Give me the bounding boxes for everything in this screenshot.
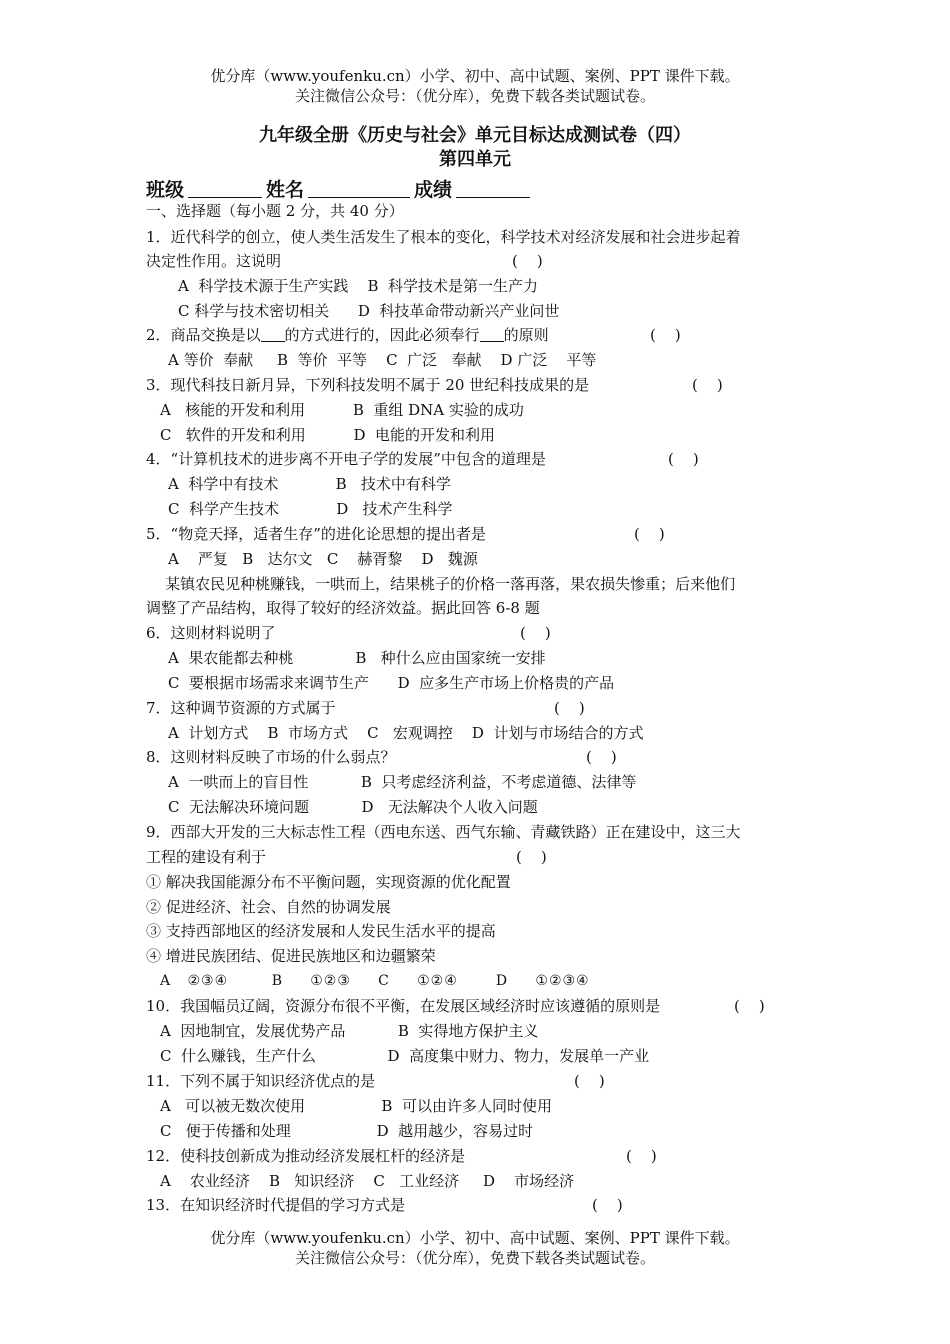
q12-stem: 12．使科技创新成为推动经济发展杠杆的经济是 xyxy=(146,1147,466,1165)
class-blank xyxy=(188,179,262,198)
q4-answer-paren: ( ) xyxy=(668,450,699,468)
q1-stem-line2: 决定性作用。这说明 xyxy=(146,252,282,270)
q6-options-row1: A 果农能都去种桃 B 种什么应由国家统一安排 xyxy=(168,649,546,667)
q6-stem: 6．这则材料说明了 xyxy=(146,624,276,642)
q1-answer-paren: ( ) xyxy=(512,252,543,270)
q9-options: A ②③④ B ①②③ C ①②④ D ①②③④ xyxy=(160,973,590,989)
q2-blank-1 xyxy=(261,325,285,342)
name-label: 姓名 xyxy=(266,179,305,201)
name-blank xyxy=(308,179,410,198)
q12-options: A 农业经济 B 知识经济 C 工业经济 D 市场经济 xyxy=(160,1172,575,1190)
q10-answer-paren: ( ) xyxy=(734,997,765,1015)
q10-options-row1: A 因地制宜，发展优势产品 B 实得地方保护主义 xyxy=(160,1022,539,1040)
q9-statement-4: ④ 增进民族团结、促进民族地区和边疆繁荣 xyxy=(146,947,436,965)
q7-answer-paren: ( ) xyxy=(554,699,585,717)
q11-options-row2: C 便于传播和处理 D 越用越少，容易过时 xyxy=(160,1122,534,1140)
footer-line-1: 优分库（www.youfenku.cn）小学、初中、高中试题、案例、PPT 课件下载。 xyxy=(210,1229,740,1247)
q8-options-row1: A 一哄而上的盲目性 B 只考虑经济利益，不考虑道德、法律等 xyxy=(168,773,637,791)
q4-options-row2: C 科学产生技术 D 技术产生科学 xyxy=(168,500,453,518)
student-info-row xyxy=(146,175,534,202)
q13-stem: 13．在知识经济时代提倡的学习方式是 xyxy=(146,1196,406,1214)
q10-options-row2: C 什么赚钱，生产什么 D 高度集中财力、物力，发展单一产业 xyxy=(160,1047,650,1065)
q6-answer-paren: ( ) xyxy=(520,624,551,642)
q1-stem-line1: 1．近代科学的创立，使人类生活发生了根本的变化，科学技术对经济发展和社会进步起着 xyxy=(146,228,741,246)
q5-answer-paren: ( ) xyxy=(634,525,665,543)
q9-statement-2: ② 促进经济、社会、自然的协调发展 xyxy=(146,898,391,916)
q9-stem-line2: 工程的建设有利于 xyxy=(146,848,267,866)
q13-answer-paren: ( ) xyxy=(592,1196,623,1214)
q7-stem: 7．这种调节资源的方式属于 xyxy=(146,699,336,717)
q11-stem: 11．下列不属于知识经济优点的是 xyxy=(146,1072,376,1090)
q11-options-row1: A 可以被无数次使用 B 可以由许多人同时使用 xyxy=(160,1097,552,1115)
exam-subtitle: 第四单元 xyxy=(439,149,511,170)
q4-options-row1: A 科学中有技术 B 技术中有科学 xyxy=(168,475,451,493)
q3-options-row2: C 软件的开发和利用 D 电能的开发和利用 xyxy=(160,426,496,444)
q9-answer-paren: ( ) xyxy=(516,848,547,866)
q8-options-row2: C 无法解决环境问题 D 无法解决个人收入问题 xyxy=(168,798,538,816)
score-blank xyxy=(456,179,530,198)
q9-statement-3: ③ 支持西部地区的经济发展和人发民生活水平的提高 xyxy=(146,922,496,940)
q7-options: A 计划方式 B 市场方式 C 宏观调控 D 计划与市场结合的方式 xyxy=(168,724,644,742)
q1-options-row2: C 科学与技术密切相关 D 科技革命带动新兴产业问世 xyxy=(178,302,560,320)
q5-options: A 严复 B 达尔文 C 赫胥黎 D 魏源 xyxy=(168,550,478,568)
q4-stem: 4．“计算机技术的进步离不开电子学的发展”中包含的道理是 xyxy=(146,450,546,468)
q3-options-row1: A 核能的开发和利用 B 重组 DNA 实验的成功 xyxy=(160,401,524,419)
header-line-2: 关注微信公众号：（优分库），免费下载各类试题试卷。 xyxy=(294,87,655,105)
q2-stem: 2．商品交换是以 的方式进行的，因此必须奉行 的原则 xyxy=(146,326,549,344)
header-line-1: 优分库（www.youfenku.cn）小学、初中、高中试题、案例、PPT 课件下载。 xyxy=(210,67,740,85)
material-line2: 调整了产品结构，取得了较好的经济效益。据此回答 6-8 题 xyxy=(146,599,540,617)
q9-stem-line1: 9．西部大开发的三大标志性工程（西电东送、西气东输、青藏铁路）正在建设中，这三大 xyxy=(146,823,741,841)
q5-stem: 5．“物竞天择，适者生存”的进化论思想的提出者是 xyxy=(146,525,486,543)
exam-title: 九年级全册《历史与社会》单元目标达成测试卷（四） xyxy=(259,125,691,146)
q1-options-row1: A 科学技术源于生产实践 B 科学技术是第一生产力 xyxy=(178,277,539,295)
q9-statement-1: ① 解决我国能源分布不平衡问题，实现资源的优化配置 xyxy=(146,873,511,891)
q3-stem: 3．现代科技日新月异，下列科技发明不属于 20 世纪科技成果的是 xyxy=(146,376,590,394)
q11-answer-paren: ( ) xyxy=(574,1072,605,1090)
score-label: 成绩 xyxy=(414,179,453,201)
section-heading: 一、选择题（每小题 2 分，共 40 分） xyxy=(146,202,404,220)
footer-line-2: 关注微信公众号：（优分库），免费下载各类试题试卷。 xyxy=(294,1249,655,1267)
q2-answer-paren: ( ) xyxy=(650,326,681,344)
q3-answer-paren: ( ) xyxy=(692,376,723,394)
q8-answer-paren: ( ) xyxy=(586,748,617,766)
q10-stem: 10．我国幅员辽阔，资源分布很不平衡，在发展区域经济时应该遵循的原则是 xyxy=(146,997,661,1015)
q8-stem: 8．这则材料反映了市场的什么弱点？ xyxy=(146,748,396,766)
material-line1: 某镇农民见种桃赚钱，一哄而上，结果桃子的价格一落再落，果农损失惨重；后来他们 xyxy=(146,575,736,593)
q2-blank-2 xyxy=(480,325,504,342)
q2-options: A 等价 奉献 B 等价 平等 C 广泛 奉献 D 广泛 平等 xyxy=(168,351,597,369)
q12-answer-paren: ( ) xyxy=(626,1147,657,1165)
q6-options-row2: C 要根据市场需求来调节生产 D 应多生产市场上价格贵的产品 xyxy=(168,674,615,692)
class-label: 班级 xyxy=(146,179,185,201)
